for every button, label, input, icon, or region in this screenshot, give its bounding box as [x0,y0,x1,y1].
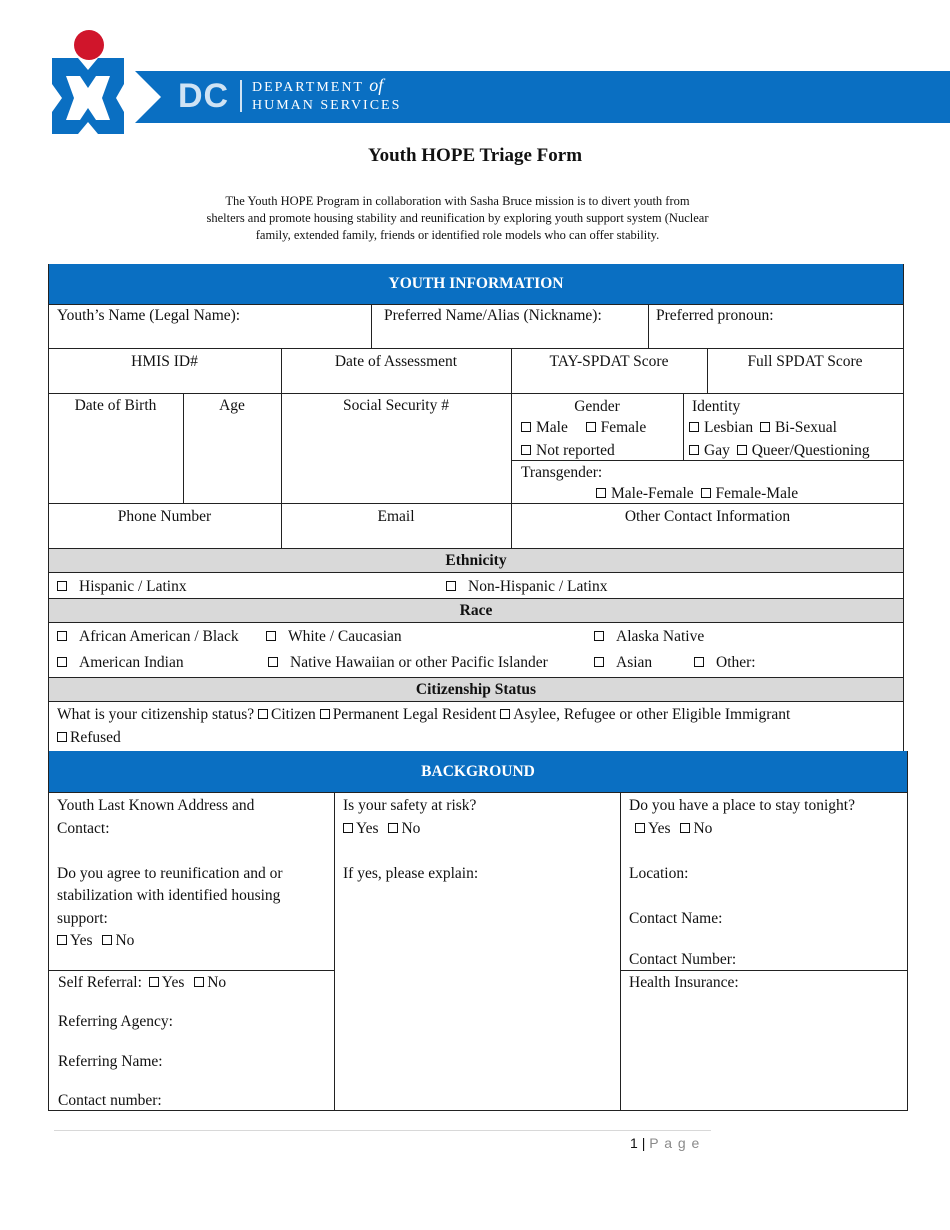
permanent-resident-label: Permanent Legal Resident [332,706,497,723]
citizen-label: Citizen [271,706,316,723]
stay-yes-label: Yes [648,819,671,837]
tay-spdat-label: TAY-SPDAT Score [549,353,669,370]
dob-label: Date of Birth [74,397,157,414]
dept-line-1: DEPARTMENT [252,80,364,95]
safety-yes-checkbox[interactable] [343,823,353,833]
page-title: Youth HOPE Triage Form [367,145,583,166]
dhs-logo-icon [50,28,126,136]
footer-rule [54,1130,711,1131]
identity-queer-checkbox[interactable] [737,445,747,455]
reunify-yes-label: Yes [70,932,93,949]
asylee-checkbox[interactable] [500,709,510,719]
youth-name-label: Youth’s Name (Legal Name): [57,307,241,324]
citizen-checkbox[interactable] [258,709,268,719]
refused-label: Refused [70,729,121,746]
race-hawaiian-label: Native Hawaiian or other Pacific Islander [290,654,548,671]
age-label: Age [219,397,245,414]
self-referral-label: Self Referral: [58,974,142,991]
self-referral-yes-label: Yes [161,974,185,991]
race-american-indian-checkbox[interactable] [57,657,67,667]
hmis-label: HMIS ID# [131,353,198,370]
identity-gay-label: Gay [704,442,730,459]
org-divider [240,80,242,112]
trans-mf-label: Male-Female [611,485,694,502]
page-separator: | [641,1135,646,1151]
reunify-line1: Do you agree to reunification and or [57,864,283,882]
citizenship-question: What is your citizenship status? [57,706,255,723]
explain-label: If yes, please explain: [343,864,479,882]
race-alaska-checkbox[interactable] [594,631,604,641]
identity-label: Identity [692,398,741,415]
race-american-indian-label: American Indian [79,654,184,671]
ethnicity-non-hispanic-label: Non-Hispanic / Latinx [468,578,608,595]
contact-name-label: Contact Name: [629,909,723,927]
identity-gay-checkbox[interactable] [689,445,699,455]
address-label-line1: Youth Last Known Address and [57,797,255,814]
race-heading: Race [49,599,903,622]
identity-bisexual-checkbox[interactable] [760,422,770,432]
location-label: Location: [629,864,689,882]
race-african-american-label: African American / Black [79,628,239,645]
ethnicity-heading: Ethnicity [49,549,903,572]
refused-checkbox[interactable] [57,732,67,742]
background-heading: BACKGROUND [48,751,908,792]
phone-label: Phone Number [117,508,212,525]
reunify-no-label: No [115,932,135,949]
race-other-label: Other: [716,654,756,671]
contact-number-label: Contact Number: [629,951,737,968]
referral-contact-number-label: Contact number: [58,1092,162,1109]
transgender-label: Transgender: [521,464,603,481]
page-footer [630,1133,700,1153]
referring-name-label: Referring Name: [58,1053,163,1070]
other-contact-label: Other Contact Information [624,508,791,525]
email-label: Email [377,508,415,525]
identity-lesbian-checkbox[interactable] [689,422,699,432]
gender-not-reported-checkbox[interactable] [521,445,531,455]
reunify-line3: support: [57,909,108,927]
safety-label: Is your safety at risk? [343,797,477,814]
gender-female-label: Female [600,419,647,436]
stay-no-label: No [693,819,713,837]
identity-lesbian-label: Lesbian [704,419,754,436]
youth-heading: YOUTH INFORMATION [48,264,904,304]
header [0,0,950,140]
ethnicity-hispanic-label: Hispanic / Latinx [79,578,187,595]
dept-of: of [369,75,384,95]
referring-agency-label: Referring Agency: [58,1013,173,1030]
dept-name [252,76,401,115]
reunify-yes-checkbox[interactable] [57,935,67,945]
race-white-label: White / Caucasian [288,628,402,645]
dept-line-2: HUMAN SERVICES [252,98,402,113]
race-other-checkbox[interactable] [694,657,704,667]
permanent-resident-checkbox[interactable] [320,709,330,719]
health-insurance-label: Health Insurance: [629,974,739,991]
ethnicity-hispanic-checkbox[interactable] [57,581,67,591]
self-referral-no-label: No [207,974,227,991]
race-hawaiian-checkbox[interactable] [268,657,278,667]
stay-yes-checkbox[interactable] [635,823,645,833]
identity-bisexual-label: Bi-Sexual [774,419,837,436]
trans-fm-label: Female-Male [715,485,799,502]
self-referral-yes-checkbox[interactable] [149,977,159,987]
page-number: 1 [630,1135,638,1151]
gender-male-label: Male [536,419,568,436]
race-alaska-label: Alaska Native [616,628,705,645]
self-referral-no-checkbox[interactable] [194,977,204,987]
page-label: P a g e [649,1135,701,1151]
reunify-line2: stabilization with identified housing [57,887,281,904]
safety-no-label: No [401,819,421,837]
safety-no-checkbox[interactable] [388,823,398,833]
ethnicity-non-hispanic-checkbox[interactable] [446,581,456,591]
safety-yes-label: Yes [356,819,379,837]
intro-text: The Youth HOPE Program in collaboration with Sasha Bruce mission is to divert youth from shelters and promote housing stability and reunification by exploring youth support system (Nuclear family, extended family, friends or identified role models who can offer stability. [206,194,709,242]
gender-label: Gender [574,398,620,415]
full-spdat-label: Full SPDAT Score [747,353,863,370]
address-label-line2: Contact: [57,819,110,837]
trans-fm-checkbox[interactable] [701,488,711,498]
reunify-no-checkbox[interactable] [102,935,112,945]
pronoun-label: Preferred pronoun: [656,307,774,324]
stay-no-checkbox[interactable] [680,823,690,833]
ssn-label: Social Security # [343,397,449,414]
gender-female-checkbox[interactable] [586,422,596,432]
identity-queer-label: Queer/Questioning [751,442,870,459]
org-short: DC [178,77,230,115]
trans-mf-checkbox[interactable] [596,488,606,498]
race-white-checkbox[interactable] [266,631,276,641]
gender-male-checkbox[interactable] [521,422,531,432]
asylee-label: Asylee, Refugee or other Eligible Immigrant [513,706,791,723]
stay-label: Do you have a place to stay tonight? [629,797,855,814]
race-asian-checkbox[interactable] [594,657,604,667]
citizenship-heading: Citizenship Status [49,678,903,701]
assessment-date-label: Date of Assessment [334,353,458,370]
gender-not-reported-label: Not reported [536,442,615,459]
brand-band-notch [135,71,161,123]
race-asian-label: Asian [616,654,653,671]
alias-label: Preferred Name/Alias (Nickname): [384,307,602,324]
race-african-american-checkbox[interactable] [57,631,67,641]
